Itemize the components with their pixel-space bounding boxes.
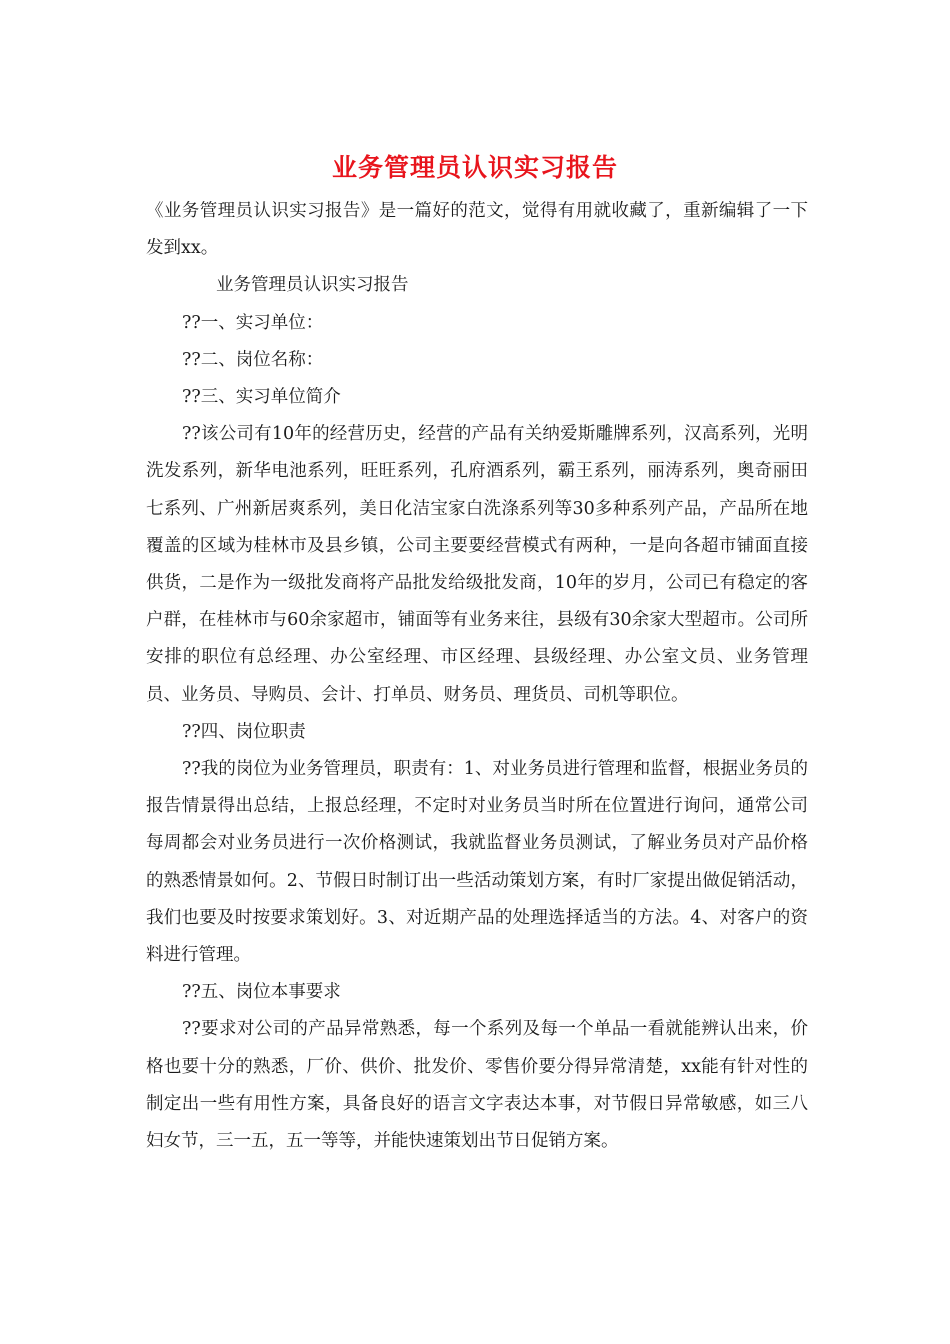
section-heading-duties: ??四、岗位职责	[182, 721, 306, 742]
document-title: 业务管理员认识实习报告	[331, 153, 618, 182]
section-heading-skills: ??五、岗位本事要求	[182, 982, 341, 1003]
section-heading-unit: ??一、实习单位：	[182, 312, 324, 333]
section-heading-position: ??二、岗位名称：	[182, 349, 324, 370]
duties-paragraph: ??我的岗位为业务管理员，职责有：1、对业务员进行管理和监督，根据业务员的报告情景得出总结，上报总经理，不定时对业务员当时所在位置进行询问，通常公司每周都会对业务员进行一次价格测试，我就监督业务员测试，了解业务员对产品价格的熟悉情景如何。2、节假日时制订出一些活动策划方案，有时厂家提出做促销活动，我们也要及时按要求策划好。3、对近期产品的处理选择适当的方法。4、对客户的资料进行管理。	[146, 759, 808, 966]
company-intro-paragraph: ??该公司有10年的经营历史，经营的产品有关纳爱斯雕牌系列，汉高系列，光明洗发系列，新华电池系列，旺旺系列，孔府酒系列，霸王系列，丽涛系列，奥奇丽田七系列、广州新居爽系列，美日化洁宝家白洗涤系列等30多种系列产品，产品所在地覆盖的区域为桂林市及县乡镇，公司主要要经营模式有两种，一是向各超市铺面直接供货，二是作为一级批发商将产品批发给级批发商，10年的岁月，公司已有稳定的客户群，在桂林市与60余家超市，铺面等有业务来往，县级有30余家大型超市。公司所安排的职位有总经理、办公室经理、市区经理、县级经理、办公室文员、业务管理员、业务员、导购员、会计、打单员、财务员、理货员、司机等职位。	[146, 424, 808, 705]
document-subtitle: 业务管理员认识实习报告	[216, 275, 409, 296]
skills-paragraph: ??要求对公司的产品异常熟悉，每一个系列及每一个单品一看就能辨认出来，价格也要十分的熟悉，厂价、供价、批发价、零售价要分得异常清楚，xx能有针对性的制定出一些有用性方案，具备良好的语言文字表达本事，对节假日异常敏感，如三八妇女节，三一五，五一等等，并能快速策划出节日促销方案。	[146, 1019, 808, 1152]
section-heading-company-intro: ??三、实习单位简介	[182, 387, 341, 408]
document-body	[146, 193, 808, 1160]
intro-paragraph: 《业务管理员认识实习报告》是一篇好的范文，觉得有用就收藏了，重新编辑了一下发到xx。	[146, 201, 808, 259]
